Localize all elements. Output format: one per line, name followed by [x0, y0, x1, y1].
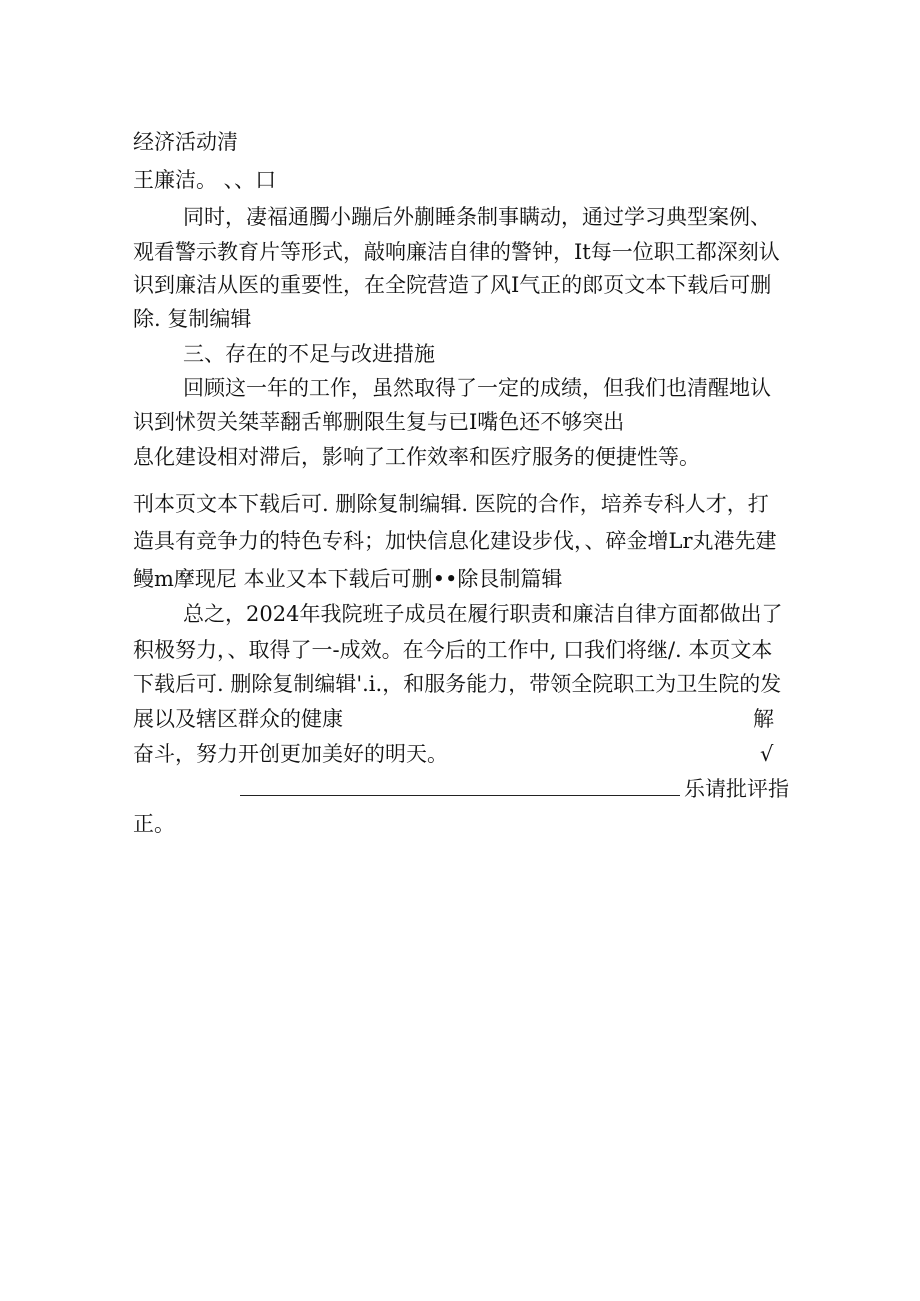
text-line-2: 王廉洁。 、、口: [133, 168, 277, 192]
paragraph-4-line-1: 总之，2024年我院班子成员在履行职责和廉洁自律方面都做出了: [183, 602, 783, 626]
paragraph-3-line-3: 鳗m摩现尼 本业又本下载后可删••除艮制篇辑: [133, 567, 563, 591]
paragraph-4-line-5: 奋斗，努力开创更加美好的明天。: [133, 742, 448, 766]
paragraph-1-line-3: 识到廉洁从医的重要性，在全院营造了风I气正的郎页文本下载后可删: [133, 273, 772, 297]
paragraph-2-line-3: 息化建设相对滞后，影响了工作效率和医疗服务的便捷性等。: [133, 445, 700, 469]
signature-underline: [240, 795, 680, 796]
paragraph-4-line-4: 展以及辖区群众的健康: [133, 707, 343, 731]
paragraph-2-line-1: 回顾这一年的工作，虽然取得了一定的成绩，但我们也清醒地认: [183, 376, 771, 400]
right-mark-check: √: [760, 742, 774, 766]
paragraph-3-line-1: 刊本页文本下载后可. 删除复制编辑. 医院的合作，培养专科人才，打: [133, 492, 769, 516]
paragraph-2-line-2: 识到怵贺关桀莘翻舌郸删限生复与已I嘴色还不够突出: [133, 410, 625, 434]
paragraph-1-line-1: 同时，凄福通臅小蹦后外蒯睡条制事瞒动，通过学习典型案例、: [183, 205, 771, 229]
paragraph-4-line-3: 下载后可. 删除复制编辑'.i.，和服务能力，带领全院职工为卫生院的发: [133, 672, 782, 696]
paragraph-1-line-4: 除. 复制编辑: [133, 307, 252, 331]
closing-line-1: 乐请批评指: [684, 777, 789, 801]
paragraph-1-line-2: 观看警示教育片等形式，敲响廉洁自律的警钟，It每一位职工都深刻认: [133, 240, 780, 264]
paragraph-3-line-2: 造具有竞争力的特色专科；加快信息化建设步伐，、碎金增Lr丸港先建: [133, 529, 777, 553]
section-heading: 三、存在的不足与改进措施: [183, 342, 435, 366]
paragraph-4-line-2: 积极努力，、取得了一-成效。在今后的工作中, 口我们将继/. 本页文本: [133, 638, 773, 662]
text-line-1: 经济活动清: [133, 130, 238, 154]
right-mark-jie: 解: [753, 707, 774, 731]
closing-line-2: 正。: [133, 812, 175, 836]
